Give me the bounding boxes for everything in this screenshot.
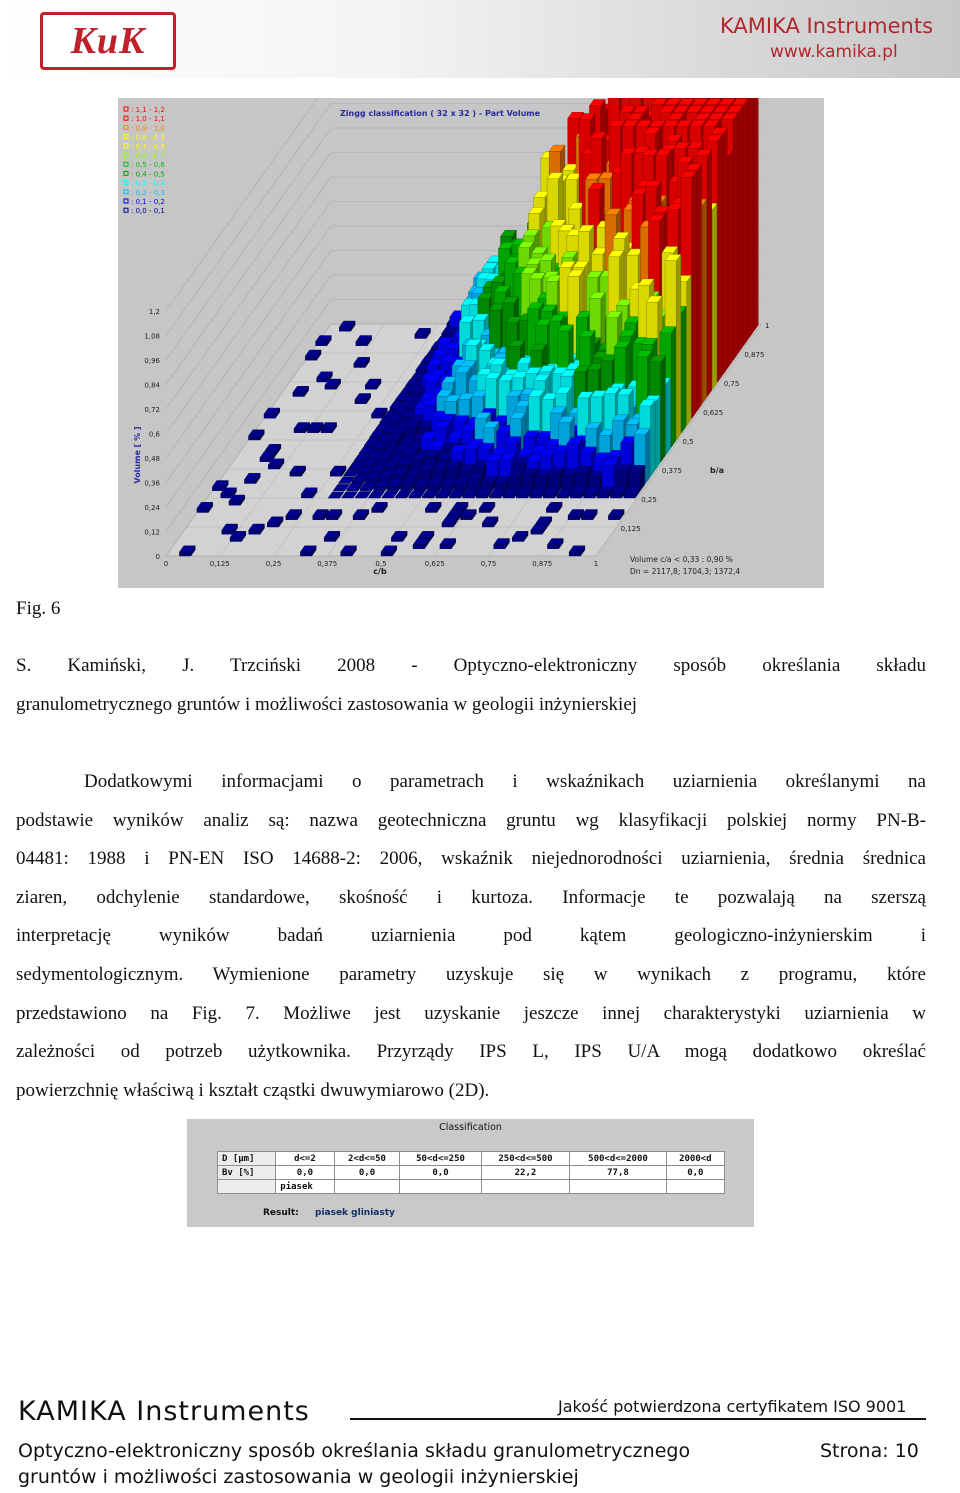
table-cell (666, 1180, 724, 1194)
chart-bar-side (754, 98, 758, 331)
chart-bar (468, 479, 479, 491)
legend-label: : 0,6 - 0,7 (131, 152, 165, 160)
chart-bar (597, 493, 608, 498)
footer-page-number: Strona: 10 (820, 1440, 919, 1462)
legend-label: : 0,5 - 0,6 (131, 161, 165, 170)
legend-swatch (124, 171, 128, 175)
kuk-logo (40, 12, 176, 70)
chart-bar-side (744, 99, 748, 346)
chart-y-tick: 0,36 (144, 479, 160, 488)
chart-bar (425, 508, 436, 512)
body-line: Dodatkowymi informacjami o parametrach i wskaźnikach uziarnienia określanymi na (84, 771, 926, 792)
chart-bar (624, 494, 635, 498)
brand-name: KAMIKA Instruments (720, 14, 934, 38)
chart-bar (508, 476, 519, 490)
legend-label: : 0,7 - 0,8 (131, 142, 165, 151)
chart-y-tick: 0,72 (144, 406, 160, 414)
chart-gridline (166, 98, 331, 311)
chart-bar-side (707, 149, 711, 396)
chart-bar (197, 508, 208, 512)
chart-legend (124, 106, 165, 215)
chart-x-tick: 0,5 (375, 560, 387, 568)
chart-bar (354, 363, 365, 367)
chart-bar (409, 497, 420, 498)
chart-y-tick: 0,48 (144, 455, 160, 463)
chart-y-tick: 0,24 (144, 504, 160, 512)
chart-bar-side (661, 356, 665, 462)
chart-bar (316, 342, 327, 346)
chart-bar-side (666, 378, 670, 455)
figure-caption: Fig. 6 (16, 598, 61, 619)
classification-panel (187, 1119, 754, 1227)
chart-z-tick: 0,375 (661, 467, 682, 475)
legend-label: : 0,1 - 0,2 (131, 198, 165, 206)
classification-title: Classification (439, 1122, 502, 1133)
footer-document-title: Optyczno-elektroniczny sposób określania składu granulometrycznego (18, 1440, 691, 1462)
chart-bar (330, 472, 341, 476)
chart-bar (531, 530, 542, 534)
chart-bar (557, 496, 568, 498)
chart-bar-side (702, 199, 706, 404)
legend-swatch (124, 181, 128, 185)
chart-y-tick: 1,2 (148, 308, 160, 316)
chart-bar (543, 494, 554, 498)
chart-bar (301, 494, 312, 498)
chart-bar (313, 516, 324, 520)
chart-info-dn: Dn = 2117,8; 1704,3; 1372,4 (630, 567, 741, 576)
chart-bar (463, 496, 474, 498)
chart-bar (229, 501, 240, 505)
chart-bar (230, 537, 241, 541)
body-line: przedstawiono na Fig. 7. Możliwe jest uzyskanie jeszcze innej charakterystyki uziarnienia w (16, 1002, 926, 1024)
chart-bar-side (733, 113, 737, 360)
body-line: podstawie wyników analiz są: nazwa geotechniczna gruntu wg klasyfikacji polskiej normy PN-B- (16, 809, 926, 831)
chart-bar (372, 508, 383, 512)
chart-z-tick: 0,625 (703, 409, 724, 417)
table-row (218, 1180, 725, 1194)
legend-swatch (124, 144, 128, 148)
table-cell (334, 1180, 400, 1194)
chart-x-label: c/b (373, 567, 387, 576)
chart-bar (249, 436, 260, 440)
legend-swatch (124, 208, 128, 212)
chart-bar (374, 487, 385, 491)
classification-table (217, 1151, 725, 1194)
body-line: 04481: 1988 i PN-EN ISO 14688-2: 2006, wskaźnik niejednorodności uziarnienia, średnia średnica (16, 848, 926, 870)
legend-swatch (124, 135, 128, 139)
table-cell: 0,0 (666, 1166, 724, 1180)
chart-bar (387, 486, 398, 491)
chart-bar (569, 552, 580, 556)
table-cell: 0,0 (276, 1166, 334, 1180)
chart-bar (325, 385, 336, 389)
table-cell: 250<d<=500 (481, 1152, 570, 1166)
table-cell: Bv [%] (218, 1166, 276, 1180)
chart-bar (415, 334, 426, 338)
table-cell: piasek (276, 1180, 334, 1194)
table-row (218, 1166, 725, 1180)
chart-bar (293, 392, 304, 396)
chart-x-tick: 0,75 (480, 560, 497, 568)
chart-bar (321, 429, 332, 433)
chart-x-tick: 0,875 (532, 560, 553, 568)
reference-citation (16, 647, 926, 724)
chart-bar-side (646, 429, 650, 484)
chart-x-tick: 1 (593, 560, 599, 568)
chart-bar (264, 414, 275, 418)
chart-bar (422, 497, 433, 498)
chart-x-tick: 0,375 (317, 560, 338, 568)
legend-swatch (124, 153, 128, 157)
chart-bar (260, 458, 271, 462)
chart-bar (300, 552, 311, 556)
legend-swatch (124, 107, 128, 111)
chart-bar-side (676, 255, 680, 440)
legend-swatch (124, 162, 128, 166)
chart-bar (413, 545, 424, 549)
chart-bar (568, 516, 579, 520)
body-line: powierzchnię właściwą i kształt cząstki dwuwymiarowo (2D). (16, 1079, 490, 1101)
chart-bar (371, 414, 382, 418)
chart-bar-side (692, 171, 696, 418)
chart-bar-side (656, 396, 660, 469)
chart-bar (608, 516, 619, 520)
chart-x-tick: 0,25 (265, 560, 282, 568)
legend-label: : 1,0 - 1,1 (131, 115, 165, 124)
chart-bar (495, 483, 506, 491)
chart-bar (581, 516, 592, 520)
chart-bar-side (713, 203, 717, 389)
chart-bar (381, 552, 392, 556)
legend-swatch (124, 125, 128, 129)
chart-bar (461, 516, 472, 520)
footer-certificate: Jakość potwierdzona certyfikatem ISO 9001 (558, 1397, 907, 1416)
chart-bar (290, 472, 301, 476)
legend-label: : 1,1 - 1,2 (131, 106, 165, 114)
table-cell (218, 1180, 276, 1194)
table-cell: 2000<d (666, 1152, 724, 1166)
chart-bar (326, 516, 337, 520)
chart-title: Zingg classification ( 32 x 32 ) - Part Volume (339, 109, 541, 118)
chart-bar (482, 523, 493, 527)
legend-label: : 0,8 - 0,9 (131, 133, 165, 142)
table-row (218, 1152, 725, 1166)
chart-y-tick: 0,84 (144, 381, 160, 390)
legend-label: : 0,0 - 0,1 (131, 207, 165, 216)
chart-bar (179, 552, 190, 556)
chart-bar (222, 530, 233, 534)
chart-bar (547, 545, 558, 549)
page-header-banner (0, 0, 960, 78)
legend-label: : 0,3 - 0,4 (131, 179, 165, 188)
chart-bar (294, 429, 305, 433)
chart-bar (286, 516, 297, 520)
body-line: zależności od potrzeb użytkownika. Przyrządy IPS L, IPS U/A mogą dodatkowo określać (16, 1041, 926, 1063)
chart-x-tick: 0,125 (209, 560, 230, 568)
body-line: interpretację wyników badań uziarnienia pod kątem geologiczno-inżynierskim i (16, 925, 926, 947)
chart-gridline (166, 153, 331, 385)
chart-z-tick: 0,25 (641, 496, 657, 504)
reference-line: granulometrycznego gruntów i możliwości zastosowania w geologii inżynierskiej (16, 693, 638, 715)
zingg-chart-svg (118, 98, 824, 588)
chart-bar (479, 508, 490, 512)
chart-y-tick: 0,6 (148, 430, 160, 439)
chart-bar-side (718, 135, 722, 382)
chart-y-tick: 1,08 (144, 332, 160, 341)
body-line: ziaren, odchylenie standardowe, skośność i kurtoza. Informacje te pozwalają na szerszą (16, 886, 926, 908)
chart-bar (440, 545, 451, 549)
chart-bar (307, 429, 318, 433)
chart-bar-side (738, 106, 742, 353)
chart-bar (476, 495, 487, 498)
chart-bar (360, 489, 371, 491)
chart-bar (442, 523, 453, 527)
chart-bar-side (651, 400, 655, 476)
chart-bar (516, 494, 527, 498)
chart-z-tick: 1 (765, 322, 770, 330)
chart-z-tick: 0,75 (723, 380, 740, 388)
table-cell (570, 1180, 666, 1194)
legend-label: : 0,2 - 0,3 (131, 188, 165, 197)
chart-bar (562, 475, 573, 491)
footer-document-title: gruntów i możliwości zastosowania w geologii inżynierskiej (18, 1466, 579, 1488)
chart-gridline (166, 128, 331, 360)
table-cell: 0,0 (400, 1166, 481, 1180)
legend-swatch (124, 199, 128, 203)
chart-bar (512, 537, 523, 541)
chart-bar (305, 356, 316, 360)
chart-y-tick: 0 (155, 553, 160, 561)
chart-x-tick: 0,625 (424, 560, 445, 568)
chart-bar (610, 493, 621, 498)
chart-bar-side (697, 164, 701, 411)
chart-bar (347, 489, 358, 491)
chart-z-label: b/a (710, 466, 725, 475)
chart-z-tick: 0,5 (682, 438, 694, 446)
reference-line: S. Kamiński, J. Trzciński 2008 - Optyczno-elektroniczny sposób określania składu (16, 655, 926, 676)
table-cell (400, 1180, 481, 1194)
body-paragraph (16, 763, 926, 1110)
chart-bar (489, 496, 500, 498)
chart-bar (414, 485, 425, 491)
chart-bar (355, 400, 366, 404)
chart-x-tick: 0 (163, 560, 169, 568)
chart-bar (503, 495, 514, 498)
chart-y-tick: 0,96 (144, 357, 160, 365)
result-label: Result: (263, 1208, 299, 1218)
chart-bar (244, 479, 255, 483)
chart-bar (267, 523, 278, 527)
brand-url: www.kamika.pl (770, 42, 898, 62)
legend-swatch (124, 116, 128, 120)
legend-swatch (124, 190, 128, 194)
chart-bar (530, 495, 541, 498)
legend-label: : 0,9 - 1,0 (131, 124, 165, 133)
chart-bar-side (749, 98, 753, 338)
chart-bar (449, 496, 460, 498)
chart-bar (401, 484, 412, 491)
chart-bar (317, 378, 328, 382)
chart-bar (427, 485, 438, 491)
chart-bar (324, 537, 335, 541)
table-cell: 500<d<=2000 (570, 1152, 666, 1166)
zingg-chart (118, 98, 824, 588)
chart-bar (546, 508, 557, 512)
chart-y-tick: 0,12 (144, 528, 160, 537)
chart-bar (339, 327, 350, 331)
footer-brand: KAMIKA Instruments (18, 1396, 310, 1427)
chart-bar (356, 342, 367, 346)
chart-bar-side (687, 275, 691, 425)
legend-label: : 0,4 - 0,5 (131, 170, 165, 179)
logo-text: KuK (70, 20, 146, 62)
chart-bar (212, 487, 223, 491)
chart-bar (268, 465, 279, 469)
chart-bar-side (723, 128, 727, 375)
chart-bar-side (728, 150, 732, 367)
chart-bar (365, 385, 376, 389)
table-cell: D [µm] (218, 1152, 276, 1166)
chart-bar (249, 530, 260, 534)
chart-z-tick: 0,125 (620, 525, 641, 533)
chart-z-tick: 0,875 (744, 351, 765, 359)
chart-bar (391, 537, 402, 541)
chart-bar-side (671, 327, 675, 448)
table-cell: 50<d<=250 (400, 1152, 481, 1166)
table-cell: 77,8 (570, 1166, 666, 1180)
chart-bar (436, 496, 447, 498)
table-cell: 22,2 (481, 1166, 570, 1180)
table-cell (481, 1180, 570, 1194)
chart-bar (494, 545, 505, 549)
table-cell: 2<d<=50 (334, 1152, 400, 1166)
chart-bar-side (682, 306, 686, 433)
chart-bar (584, 493, 595, 498)
chart-bar (353, 516, 364, 520)
result-value: piasek gliniasty (315, 1208, 395, 1218)
table-cell: 0,0 (334, 1166, 400, 1180)
body-line: sedymentologicznym. Wymienione parametry uzyskuje się w wynikach z programu, które (16, 963, 926, 985)
chart-gridline (166, 104, 331, 336)
footer-divider (350, 1418, 926, 1420)
table-cell: d<=2 (276, 1152, 334, 1166)
chart-bar (570, 493, 581, 498)
chart-y-label: Volume [ % ] (133, 426, 142, 484)
chart-info-volume: Volume c/a < 0,33 : 0,90 % (630, 555, 733, 564)
chart-bar (341, 552, 352, 556)
chart-bar (221, 494, 232, 498)
